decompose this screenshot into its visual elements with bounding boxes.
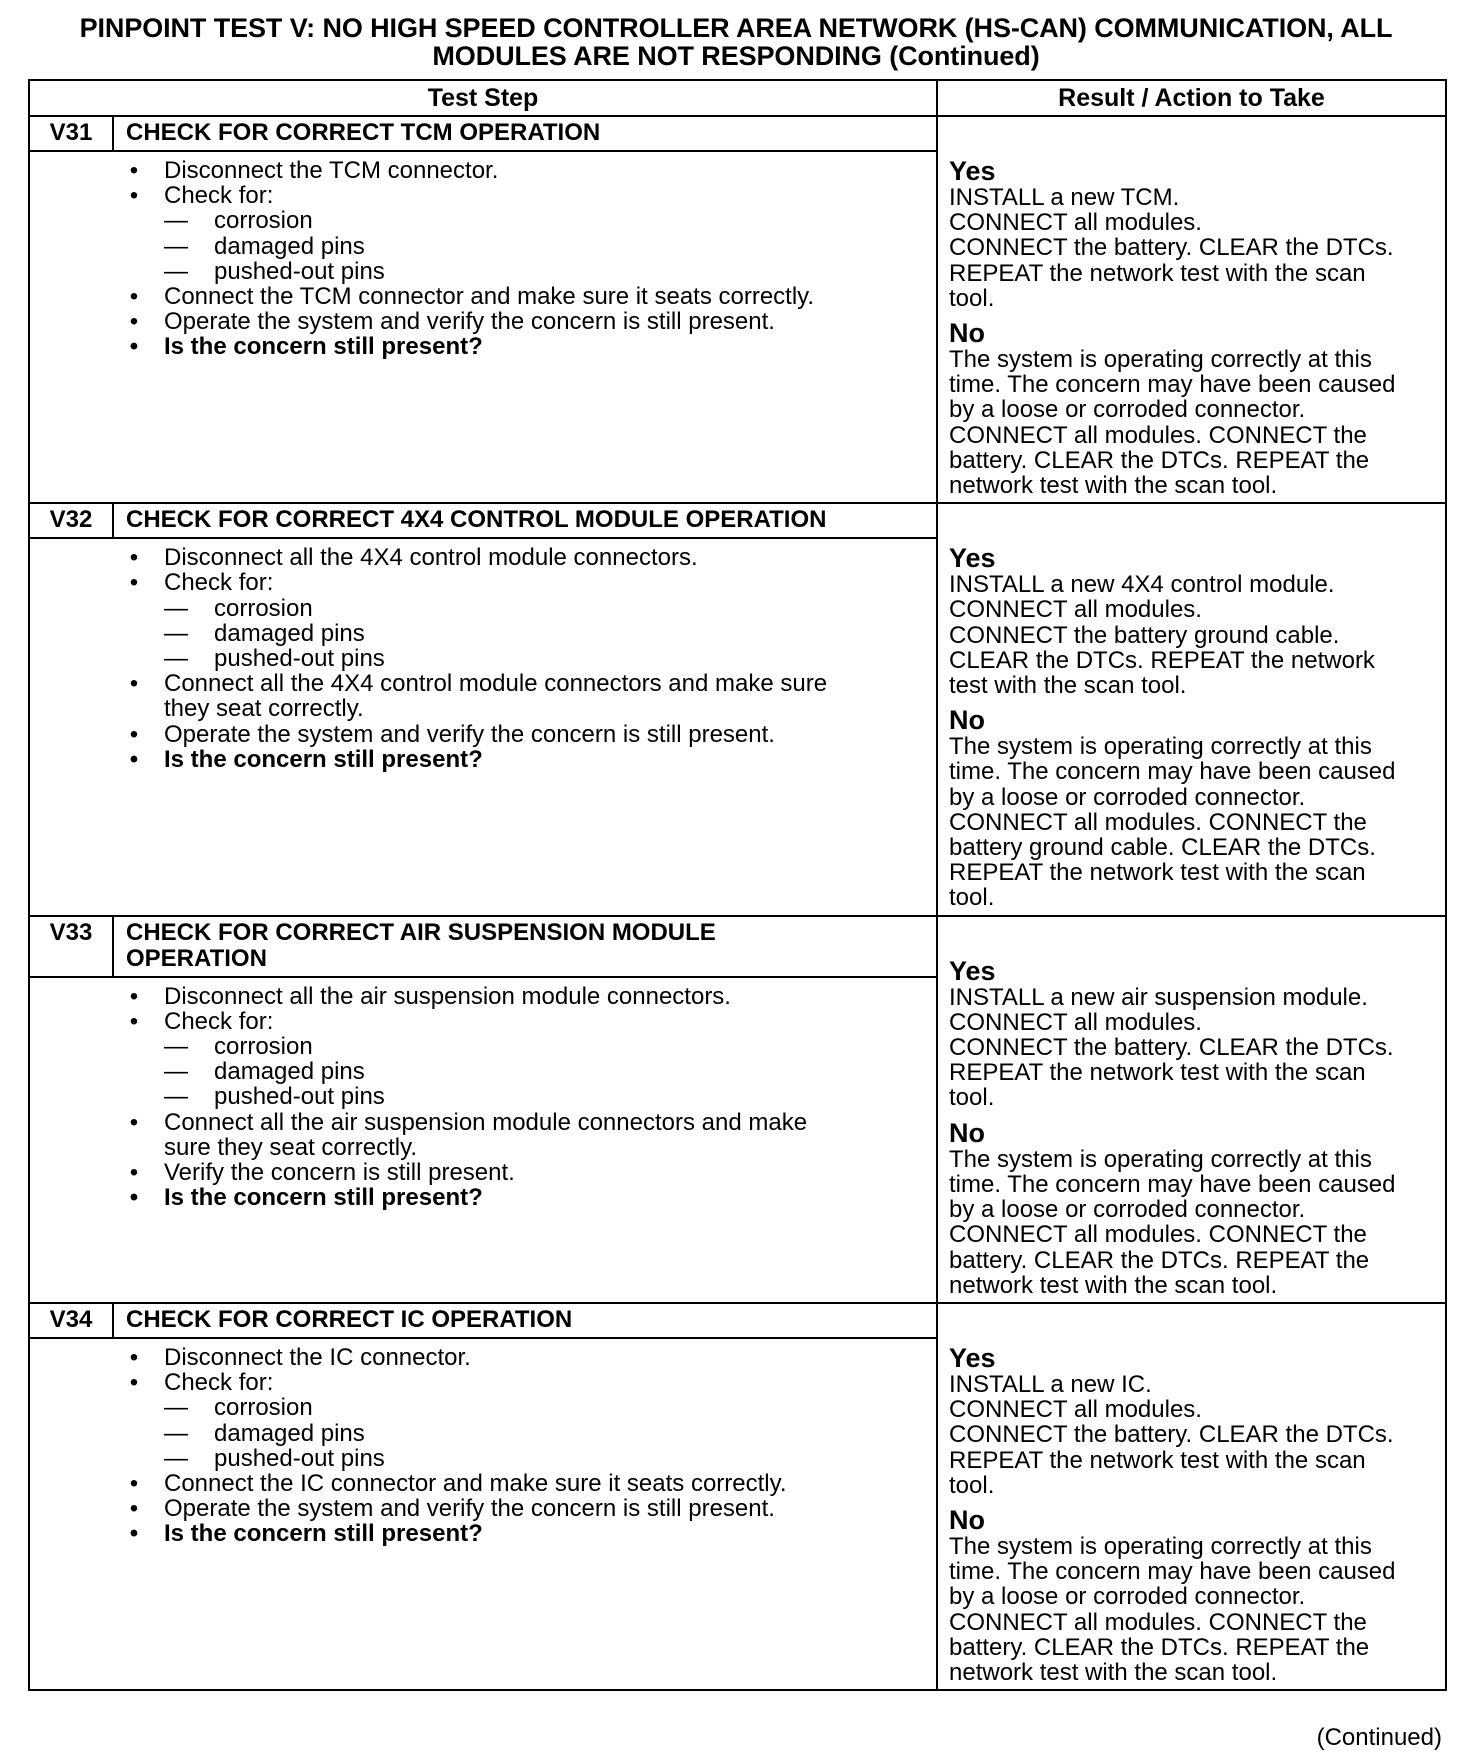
yes-label: Yes [949,156,996,186]
column-header-test-step: Test Step [29,80,937,116]
no-action-line: battery. CLEAR the DTCs. REPEAT the [949,446,1370,474]
result-action-cell [937,116,1446,503]
check-item-text: pushed-out pins [214,1083,385,1111]
yes-action-line: CLEAR the DTCs. REPEAT the network [949,646,1375,674]
dash-marker: — [164,257,188,285]
instruction-text: Connect all the 4X4 control module connectors and make sure [164,670,828,698]
test-step-cell [29,1303,937,1690]
no-action-line: network test with the scan tool. [949,1271,1278,1299]
instruction-text: Connect all the air suspension module connectors and make [164,1108,808,1136]
bullet-marker: • [129,1007,139,1035]
step-title [114,1304,936,1337]
check-item-text: corrosion [214,1033,313,1061]
yes-action-line: INSTALL a new air suspension module. [949,983,1368,1011]
bullet-marker: • [129,333,139,361]
bullet-marker: • [129,1108,139,1136]
yes-action-line: CONNECT the battery ground cable. [949,621,1340,649]
check-item [124,208,926,233]
yes-action-line: test with the scan tool. [949,672,1187,700]
no-label: No [949,1117,985,1148]
dash-marker: — [164,232,188,260]
bullet-marker: • [129,1520,139,1548]
step-title [114,917,936,976]
check-item-text: corrosion [214,207,313,235]
yes-label: Yes [949,955,996,986]
no-label: No [949,705,985,736]
question-text: Is the concern still present? [164,333,483,361]
no-action-line: CONNECT all modules. CONNECT the [949,1608,1367,1636]
no-action-line: The system is operating correctly at this [949,1532,1372,1560]
instruction-text: Disconnect all the 4X4 control module connectors. [164,544,698,572]
instruction-text: Operate the system and verify the concern is still present. [164,1495,775,1523]
bullet-marker: • [129,1469,139,1497]
instruction-text: Connect the TCM connector and make sure it seats correctly. [164,283,815,311]
instruction-item [124,1471,926,1496]
no-action-line: REPEAT the network test with the scan [949,859,1366,887]
check-item-text: corrosion [214,594,313,622]
no-action-line: by a loose or corroded connector. [949,1196,1306,1224]
check-item [124,259,926,284]
title-line-2: MODULES ARE NOT RESPONDING (Continued) [432,41,1040,71]
check-item [124,646,926,671]
instruction-text: Connect the IC connector and make sure it seats correctly. [164,1469,787,1497]
check-item [124,621,926,646]
instruction-item [124,1110,926,1135]
dash-marker: — [164,207,188,235]
yes-label: Yes [949,1342,996,1373]
step-instructions [30,539,936,782]
bullet-marker: • [129,1343,139,1371]
bullet-marker: • [129,1159,139,1187]
step-title-line: CHECK FOR CORRECT TCM OPERATION [126,119,601,146]
instruction-text: Check for: [164,569,274,597]
steps-body [29,116,1446,1690]
yes-action-line: CONNECT all modules. [949,209,1202,237]
instruction-text: Operate the system and verify the concern is still present. [164,720,775,748]
instruction-text: they seat correctly. [164,695,364,723]
question-text: Is the concern still present? [164,745,483,773]
instruction-item [124,671,926,696]
yes-action-line: tool. [949,284,995,312]
bullet-marker: • [129,544,139,572]
instruction-text: Operate the system and verify the concern is still present. [164,308,775,336]
instruction-text: sure they seat correctly. [164,1133,417,1161]
instruction-text: Disconnect all the air suspension module connectors. [164,982,731,1010]
instruction-text: Check for: [164,1369,274,1397]
column-header-result-action: Result / Action to Take [937,80,1446,116]
result-action-cell [937,1303,1446,1690]
check-item [124,1395,926,1420]
check-item [124,1034,926,1059]
result-action-cell [937,503,1446,915]
yes-action-line: INSTALL a new TCM. [949,184,1180,211]
no-action-line: CONNECT all modules. CONNECT the [949,421,1367,449]
check-item-text: corrosion [214,1394,313,1422]
instruction-text: Check for: [164,182,274,210]
no-action-line: The system is operating correctly at this [949,346,1372,374]
bullet-marker: • [129,745,139,773]
instruction-item [124,1009,926,1034]
dash-marker: — [164,1083,188,1111]
instruction-item [124,1345,926,1370]
test-step-cell [29,503,937,915]
instruction-text: Disconnect the TCM connector. [164,157,499,184]
step-title [114,117,936,150]
step-title-line: CHECK FOR CORRECT AIR SUSPENSION MODULE [126,918,716,946]
bullet-marker: • [129,157,139,184]
dash-marker: — [164,594,188,622]
question-item [124,334,926,359]
table-row [29,116,1446,503]
yes-action-line: CONNECT all modules. [949,1008,1202,1036]
step-title-line: CHECK FOR CORRECT 4X4 CONTROL MODULE OPERATION [126,506,827,534]
step-header [30,917,936,978]
yes-action-line: CONNECT the battery. CLEAR the DTCs. [949,1034,1394,1062]
instruction-item [124,1160,926,1185]
yes-action-line: REPEAT the network test with the scan [949,259,1366,287]
dash-marker: — [164,1419,188,1447]
bullet-marker: • [129,569,139,597]
no-action-line: time. The concern may have been caused [949,1170,1396,1198]
instruction-item [124,1496,926,1521]
check-item [124,234,926,259]
bullet-marker: • [129,982,139,1010]
instruction-item [124,545,926,570]
question-item [124,747,926,772]
yes-action-line: tool. [949,1471,995,1499]
yes-label: Yes [949,543,996,574]
check-item-text: pushed-out pins [214,1444,385,1472]
no-action-line: CONNECT all modules. CONNECT the [949,808,1367,836]
no-action-line: by a loose or corroded connector. [949,396,1306,424]
yes-action-line: REPEAT the network test with the scan [949,1059,1366,1087]
no-action-line: tool. [949,884,995,912]
check-item-text: damaged pins [214,619,365,647]
dash-marker: — [164,1444,188,1472]
check-item [124,1084,926,1109]
step-id: V34 [30,1304,114,1337]
test-step-cell [29,116,937,503]
check-item-text: pushed-out pins [214,257,385,285]
no-action-line: network test with the scan tool. [949,1658,1278,1686]
bullet-marker: • [129,182,139,210]
table-header-row [29,80,1446,116]
instruction-text: Verify the concern is still present. [164,1159,515,1187]
check-item [124,1446,926,1471]
table-row [29,916,1446,1303]
test-step-cell [29,916,937,1303]
dash-marker: — [164,645,188,673]
bullet-marker: • [129,1495,139,1523]
instruction-continuation [124,696,926,721]
instruction-item [124,1370,926,1395]
step-header [30,1304,936,1339]
instruction-text: Check for: [164,1007,274,1035]
page-title [28,14,1444,70]
instruction-item [124,309,926,334]
instruction-item [124,158,926,183]
check-item-text: pushed-out pins [214,645,385,673]
check-item-text: damaged pins [214,1058,365,1086]
step-id: V32 [30,504,114,537]
question-text: Is the concern still present? [164,1184,483,1212]
table-row [29,1303,1446,1690]
continued-footer: (Continued) [1316,1724,1442,1751]
check-item [124,596,926,621]
no-action-line: by a loose or corroded connector. [949,1583,1306,1611]
bullet-marker: • [129,720,139,748]
yes-action-line: CONNECT all modules. [949,1396,1202,1424]
yes-action-line: INSTALL a new 4X4 control module. [949,571,1335,599]
bullet-marker: • [129,1184,139,1212]
check-item-text: damaged pins [214,232,365,260]
dash-marker: — [164,1058,188,1086]
yes-action-line: CONNECT the battery. CLEAR the DTCs. [949,234,1394,262]
yes-action-line: CONNECT the battery. CLEAR the DTCs. [949,1421,1394,1449]
bullet-marker: • [129,283,139,311]
table-row [29,503,1446,915]
instruction-item [124,570,926,595]
result-action-cell [937,916,1446,1303]
instruction-item [124,284,926,309]
step-instructions [30,152,936,370]
instruction-item [124,984,926,1009]
no-label: No [949,1504,985,1535]
no-action-line: battery ground cable. CLEAR the DTCs. [949,834,1376,862]
step-id: V31 [30,117,114,150]
no-action-line: The system is operating correctly at this [949,733,1372,761]
step-instructions [30,978,936,1221]
dash-marker: — [164,619,188,647]
instruction-item [124,722,926,747]
step-header [30,504,936,539]
no-action-line: The system is operating correctly at this [949,1145,1372,1173]
instruction-continuation [124,1135,926,1160]
instruction-item [124,183,926,208]
step-title-line: OPERATION [126,944,267,972]
step-title-line: CHECK FOR CORRECT IC OPERATION [126,1305,573,1333]
pinpoint-test-table [28,79,1447,1691]
check-item [124,1059,926,1084]
no-label: No [949,318,985,349]
dash-marker: — [164,1394,188,1422]
question-item [124,1185,926,1210]
bullet-marker: • [129,1369,139,1397]
no-action-line: time. The concern may have been caused [949,371,1396,399]
check-item [124,1421,926,1446]
no-action-line: battery. CLEAR the DTCs. REPEAT the [949,1246,1370,1274]
question-text: Is the concern still present? [164,1520,483,1548]
no-action-line: time. The concern may have been caused [949,1558,1396,1586]
no-action-line: by a loose or corroded connector. [949,783,1306,811]
step-instructions [30,1339,936,1557]
yes-action-line: CONNECT all modules. [949,596,1202,624]
bullet-marker: • [129,308,139,336]
title-line-1: PINPOINT TEST V: NO HIGH SPEED CONTROLLER AREA NETWORK (HS-CAN) COMMUNICATION, ALL [79,13,1393,43]
bullet-marker: • [129,670,139,698]
no-action-line: time. The concern may have been caused [949,758,1396,786]
instruction-text: Disconnect the IC connector. [164,1343,471,1371]
check-item-text: damaged pins [214,1419,365,1447]
yes-action-line: tool. [949,1084,995,1112]
no-action-line: network test with the scan tool. [949,472,1278,500]
step-header [30,117,936,152]
question-item [124,1521,926,1546]
step-id: V33 [30,917,114,976]
yes-action-line: REPEAT the network test with the scan [949,1446,1366,1474]
dash-marker: — [164,1033,188,1061]
no-action-line: battery. CLEAR the DTCs. REPEAT the [949,1633,1370,1661]
no-action-line: CONNECT all modules. CONNECT the [949,1221,1367,1249]
yes-action-line: INSTALL a new IC. [949,1370,1152,1398]
step-title [114,504,936,537]
